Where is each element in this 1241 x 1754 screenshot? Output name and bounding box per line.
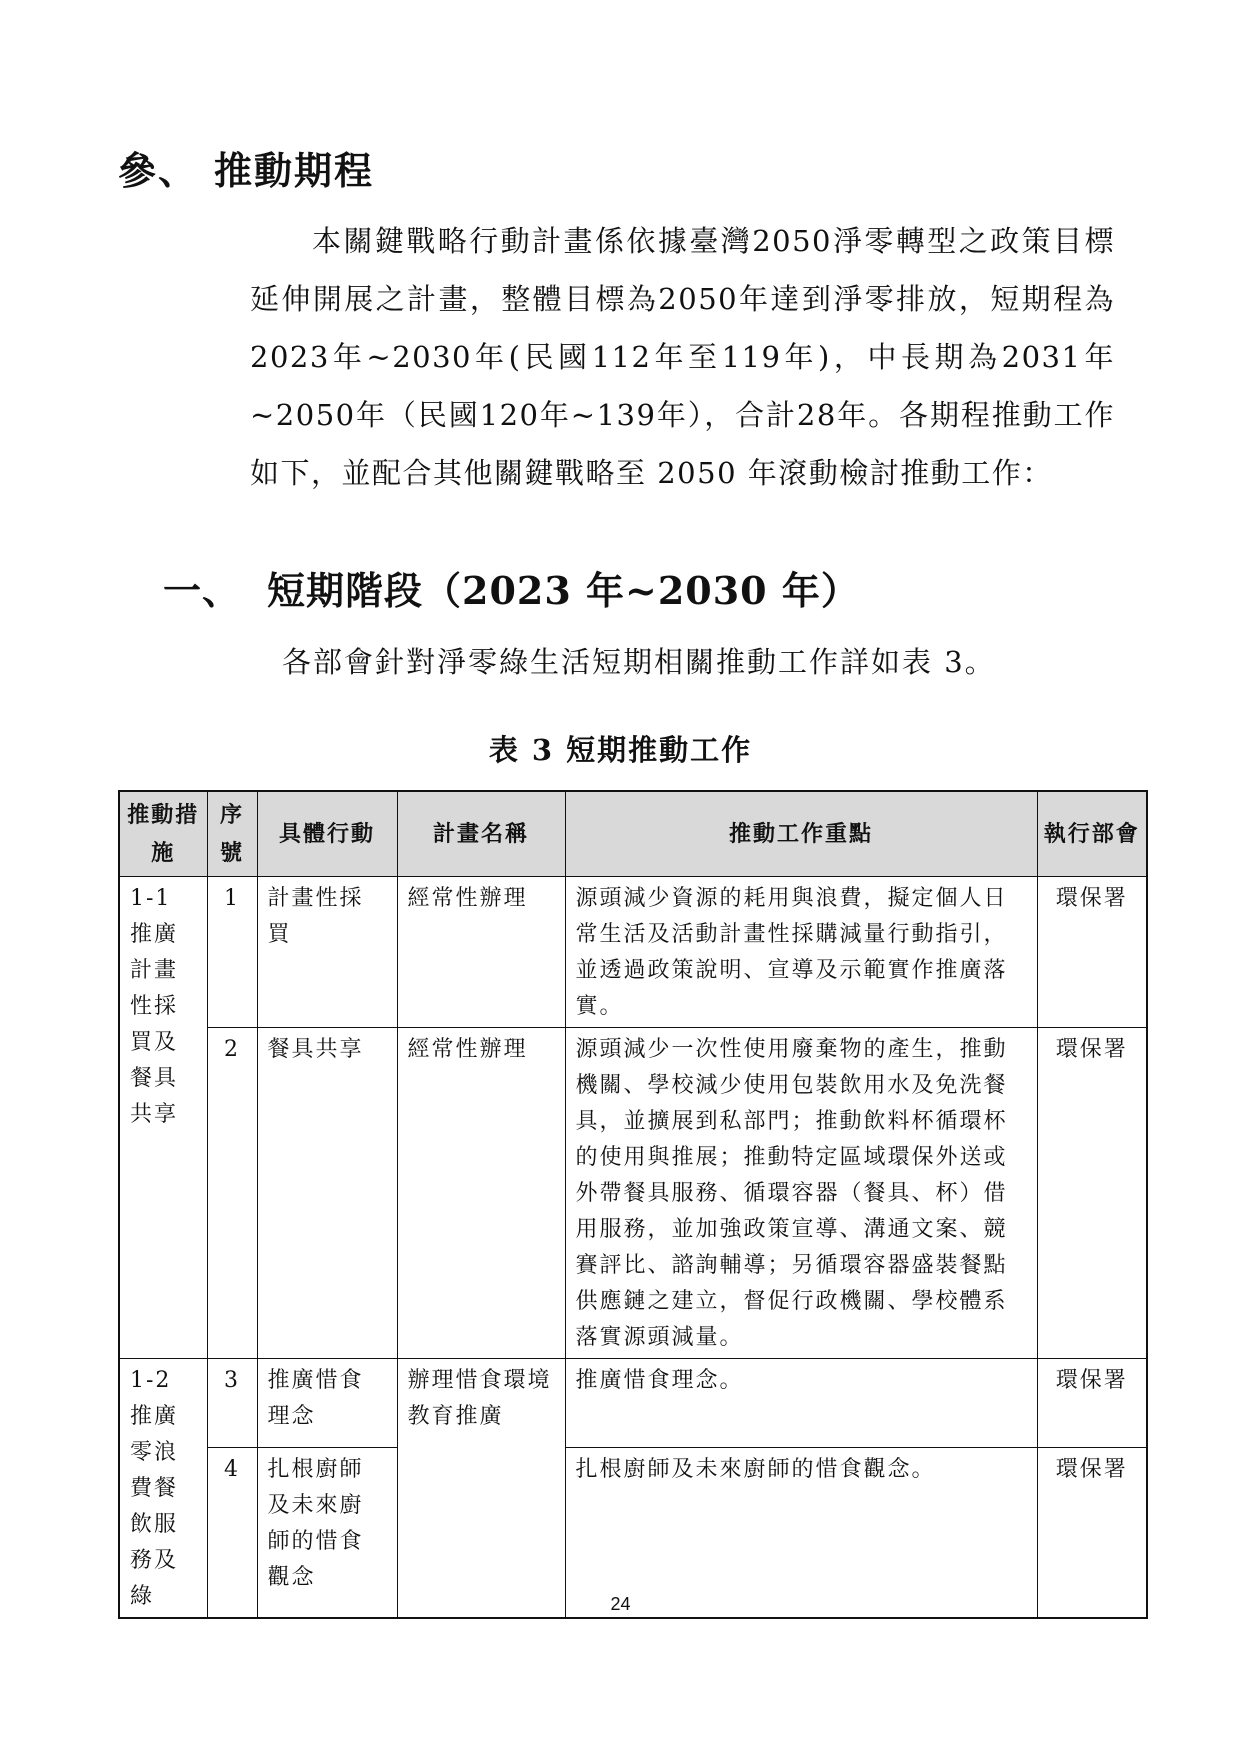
intro-paragraph: 本關鍵戰略行動計畫係依據臺灣2050淨零轉型之政策目標延伸開展之計畫，整體目標為2050年達到淨零排放，短期程為2023年~2030年(民國112年至119年)，中長期為2031年~2050年（民國120年~139年），合計28年。各期程推動工作如下，並配合其他關鍵戰略至 2050 年滾動檢討推動工作： (250, 224, 1115, 490)
agency-cell: 環保署 (1037, 1447, 1147, 1618)
action-cell: 推廣惜食理念 (257, 1359, 397, 1448)
subsection-paragraph: 各部會針對淨零綠生活短期相關推動工作詳如表 3。 (282, 645, 996, 679)
no-cell: 3 (207, 1359, 257, 1448)
section-heading (118, 140, 374, 195)
focus-cell: 推廣惜食理念。 (565, 1359, 1037, 1448)
subsection-heading (163, 560, 860, 615)
table-row (119, 877, 1147, 1028)
header-agency: 執行部會 (1037, 791, 1147, 877)
action-cell: 計畫性採買 (257, 877, 397, 1028)
plan-cell: 經常性辦理 (397, 1028, 565, 1359)
plan-cell: 經常性辦理 (397, 877, 565, 1028)
no-cell: 1 (207, 877, 257, 1028)
section-title: 推動期程 (214, 148, 375, 193)
action-cell: 扎根廚師及未來廚師的惜食觀念 (257, 1447, 397, 1618)
agency-cell: 環保署 (1037, 877, 1147, 1028)
agency-cell: 環保署 (1037, 1359, 1147, 1448)
focus-cell: 源頭減少一次性使用廢棄物的產生，推動機關、學校減少使用包裝飲用水及免洗餐具，並擴展到私部門；推動飲料杯循環杯的使用與推展；推動特定區域環保外送或外帶餐具服務、循環容器（餐具、杯）借用服務，並加強政策宣導、溝通文案、競賽評比、諮詢輔導；另循環容器盛裝餐點供應鏈之建立，督促行政機關、學校體系落實源頭減量。 (565, 1028, 1037, 1359)
header-plan: 計畫名稱 (397, 791, 565, 877)
action-cell: 餐具共享 (257, 1028, 397, 1359)
subsection-title: 短期階段（2023 年~2030 年） (267, 568, 860, 613)
header-measure: 推動措施 (119, 791, 207, 877)
plan-cell: 辦理惜食環境教育推廣 (397, 1359, 565, 1619)
subsection-number: 一、 (163, 568, 242, 613)
table-caption: 表 3 短期推動工作 (488, 733, 753, 767)
table-row (119, 1359, 1147, 1448)
no-cell: 4 (207, 1447, 257, 1618)
focus-cell: 源頭減少資源的耗用與浪費，擬定個人日常生活及活動計畫性採購減量行動指引，並透過政策說明、宣導及示範實作推廣落實。 (565, 877, 1037, 1028)
header-focus: 推動工作重點 (565, 791, 1037, 877)
no-cell: 2 (207, 1028, 257, 1359)
agency-cell: 環保署 (1037, 1028, 1147, 1359)
header-action: 具體行動 (257, 791, 397, 877)
section-number: 參、 (118, 148, 199, 193)
measure-cell: 1-1 推廣計畫性採買及餐具共享 (119, 877, 207, 1359)
page-number: 24 (610, 1594, 631, 1614)
measure-cell: 1-2 推廣零浪費餐飲服務及綠 (119, 1359, 207, 1619)
header-no: 序號 (207, 791, 257, 877)
table-row (119, 1447, 1147, 1618)
focus-cell: 扎根廚師及未來廚師的惜食觀念。 (565, 1447, 1037, 1618)
table-row (119, 1028, 1147, 1359)
table-header-row (119, 791, 1147, 877)
short-term-work-table (118, 790, 1148, 1619)
